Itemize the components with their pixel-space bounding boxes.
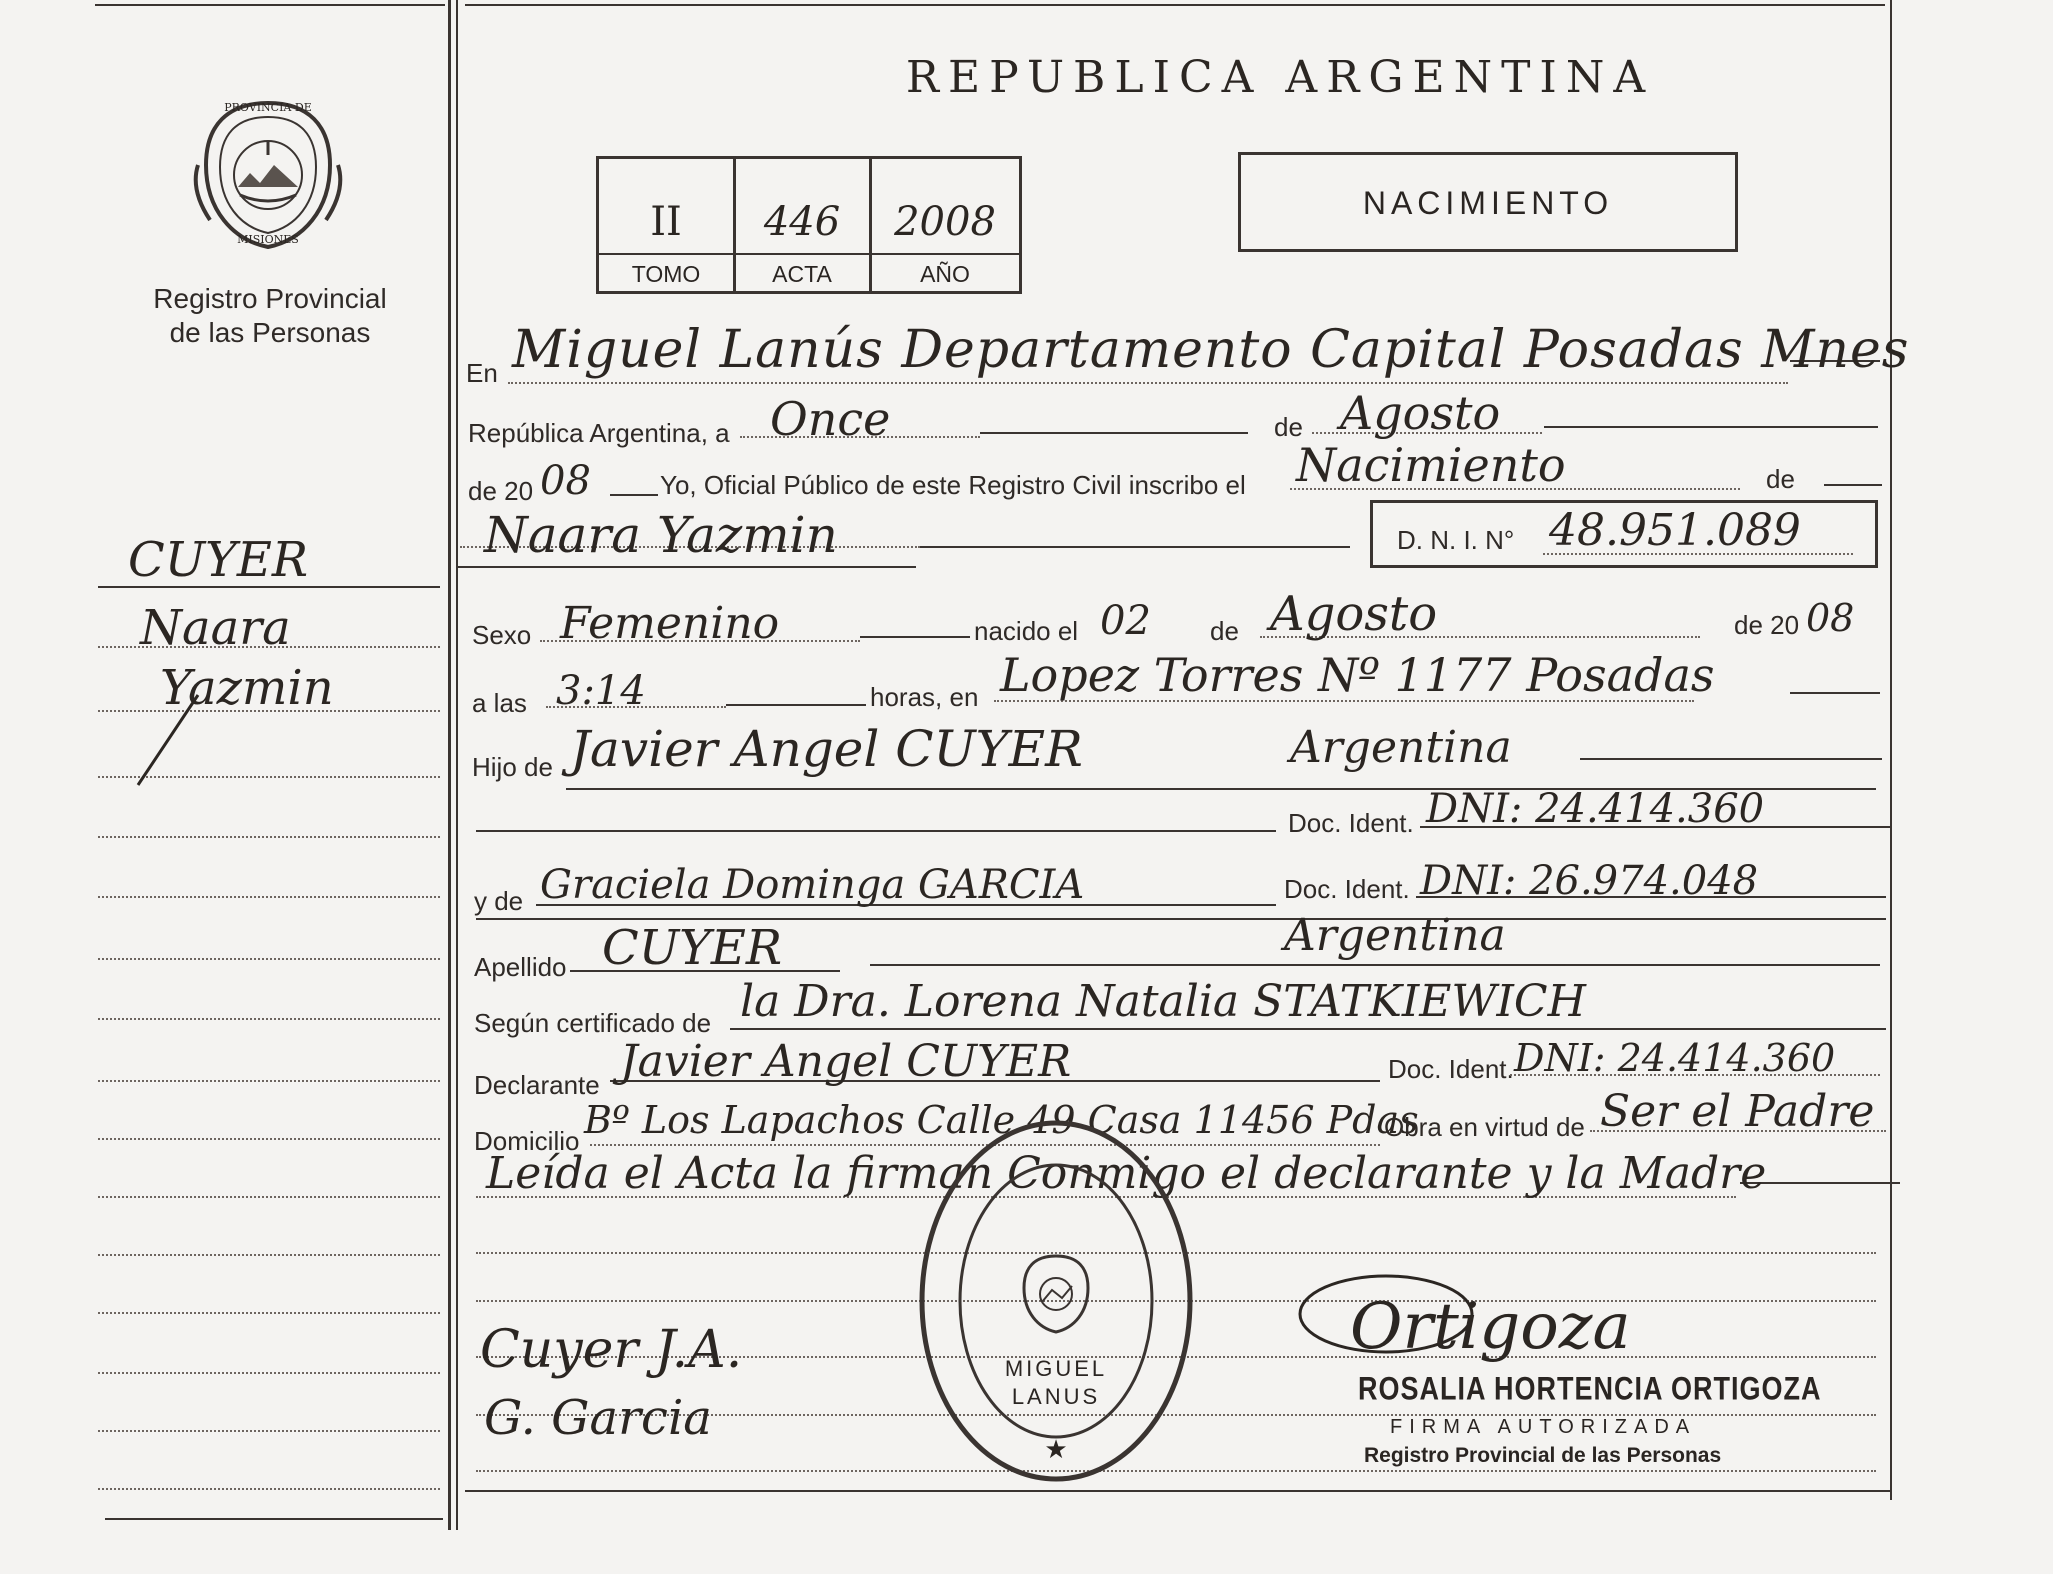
de20-label: de 20 <box>468 476 534 506</box>
lugar-value: Lopez Torres Nº 1177 Posadas <box>1000 648 1715 702</box>
nacido-anio: 08 <box>1806 596 1855 640</box>
acta-value: 446 <box>763 199 841 245</box>
doc-label: Doc. Ident. <box>1288 808 1414 838</box>
sexo-label: Sexo <box>472 620 532 650</box>
de2008-label: de 20 <box>1734 610 1800 640</box>
declarante-signature: Cuyer J.A. <box>480 1320 743 1380</box>
margin-first-name: Naara <box>140 600 291 656</box>
obra-value: Ser el Padre <box>1600 1086 1875 1137</box>
yde-label: y de <box>474 886 524 916</box>
anio-inscripcion: 08 <box>540 458 591 504</box>
apellido-label: Apellido <box>474 952 567 982</box>
country-title: REPUBLICA ARGENTINA <box>905 52 1655 103</box>
domicilio-value: Bº Los Lapachos Calle 49 Casa 11456 Pdas <box>584 1098 1419 1142</box>
leida-value: Leída el Acta la firman Conmigo el declarante y la Madre <box>486 1148 1767 1199</box>
apellido-nacionalidad: Argentina <box>1284 910 1506 961</box>
dia-value: Once <box>770 392 891 446</box>
de-label-3: de <box>1210 616 1239 646</box>
declarante-label: Declarante <box>474 1070 600 1100</box>
segun-value: la Dra. Lorena Natalia STATKIEWICH <box>740 976 1586 1027</box>
dni-label: D. N. I. N° <box>1397 525 1515 555</box>
padre-doc: DNI: 24.414.360 <box>1426 786 1765 832</box>
nacido-mes: Agosto <box>1270 586 1438 642</box>
sexo-value: Femenino <box>560 598 780 649</box>
madre-signature: G. Garcia <box>484 1390 712 1446</box>
anio-value: 2008 <box>894 199 996 245</box>
acta-label: ACTA <box>772 261 832 287</box>
horas-label: horas, en <box>870 682 979 712</box>
mes-value: Agosto <box>1340 386 1501 440</box>
misiones-emblem-icon <box>188 95 348 255</box>
emblem-top-text: PROVINCIA DE <box>224 101 312 114</box>
padre-nacionalidad: Argentina <box>1290 722 1512 773</box>
oficial-cargo: FIRMA AUTORIZADA <box>1390 1416 1697 1438</box>
declarante-value: Javier Angel CUYER <box>620 1036 1072 1087</box>
tomo-label: TOMO <box>631 261 701 287</box>
seal-ring-text <box>926 1296 1186 1297</box>
nombre-value: Naara Yazmin <box>484 506 838 564</box>
yo-label: Yo, Oficial Público de este Registro Civil inscribo el <box>660 470 1246 500</box>
madre-doc: DNI: 26.974.048 <box>1420 858 1759 904</box>
record-type-box <box>1238 152 1738 252</box>
oficial-signature: Ortigoza <box>1350 1290 1631 1364</box>
doc-label-3: Doc. Ident. <box>1388 1054 1514 1084</box>
en-value: Miguel Lanús Departamento Capital Posadas Mnes <box>512 320 1910 380</box>
signature-loop-icon <box>1296 1270 1476 1360</box>
margin-stroke <box>128 690 208 790</box>
anio-label: AÑO <box>920 261 970 287</box>
nacido-dia: 02 <box>1100 598 1151 644</box>
oficial-registro: Registro Provincial de las Personas <box>1364 1444 1722 1467</box>
domicilio-label: Domicilio <box>474 1126 580 1156</box>
seal-star-icon: ★ <box>1044 1434 1068 1464</box>
registry-line-2: de las Personas <box>169 317 371 348</box>
emblem-bottom-text: MISIONES <box>237 233 299 246</box>
hora-value: 3:14 <box>556 668 646 714</box>
obra-label: Obra en virtud de <box>1384 1112 1585 1142</box>
dni-box <box>1370 500 1878 568</box>
nacido-label: nacido el <box>974 616 1079 646</box>
registry-name <box>120 282 420 350</box>
declarante-doc: DNI: 24.414.360 <box>1514 1036 1836 1080</box>
de-label: de <box>1274 412 1303 442</box>
en-label: En <box>466 358 498 388</box>
apellido-value: CUYER <box>602 920 783 976</box>
record-id-table <box>596 156 1022 294</box>
doc-label-2: Doc. Ident. <box>1284 874 1410 904</box>
de-label-2: de <box>1766 464 1795 494</box>
hijo-label: Hijo de <box>472 752 553 782</box>
tomo-value: II <box>650 199 682 245</box>
alas-label: a las <box>472 688 527 718</box>
dni-value: 48.951.089 <box>1549 505 1801 556</box>
seal-inner-line-2: LANUS <box>1011 1384 1101 1409</box>
madre-value: Graciela Dominga GARCIA <box>540 862 1085 908</box>
oficial-name: ROSALIA HORTENCIA ORTIGOZA <box>1358 1370 1822 1407</box>
official-seal <box>916 1116 1196 1486</box>
padre-value: Javier Angel CUYER <box>570 720 1083 778</box>
margin-middle-name: Yazmin <box>160 660 334 716</box>
inscribo-value: Nacimiento <box>1296 438 1566 492</box>
margin-surname: CUYER <box>128 532 309 588</box>
record-type: NACIMIENTO <box>1362 185 1614 221</box>
registry-line-1: Registro Provincial <box>153 283 387 314</box>
republica-label: República Argentina, a <box>468 418 730 448</box>
segun-label: Según certificado de <box>474 1008 712 1038</box>
seal-inner-line-1: MIGUEL <box>1004 1356 1108 1381</box>
